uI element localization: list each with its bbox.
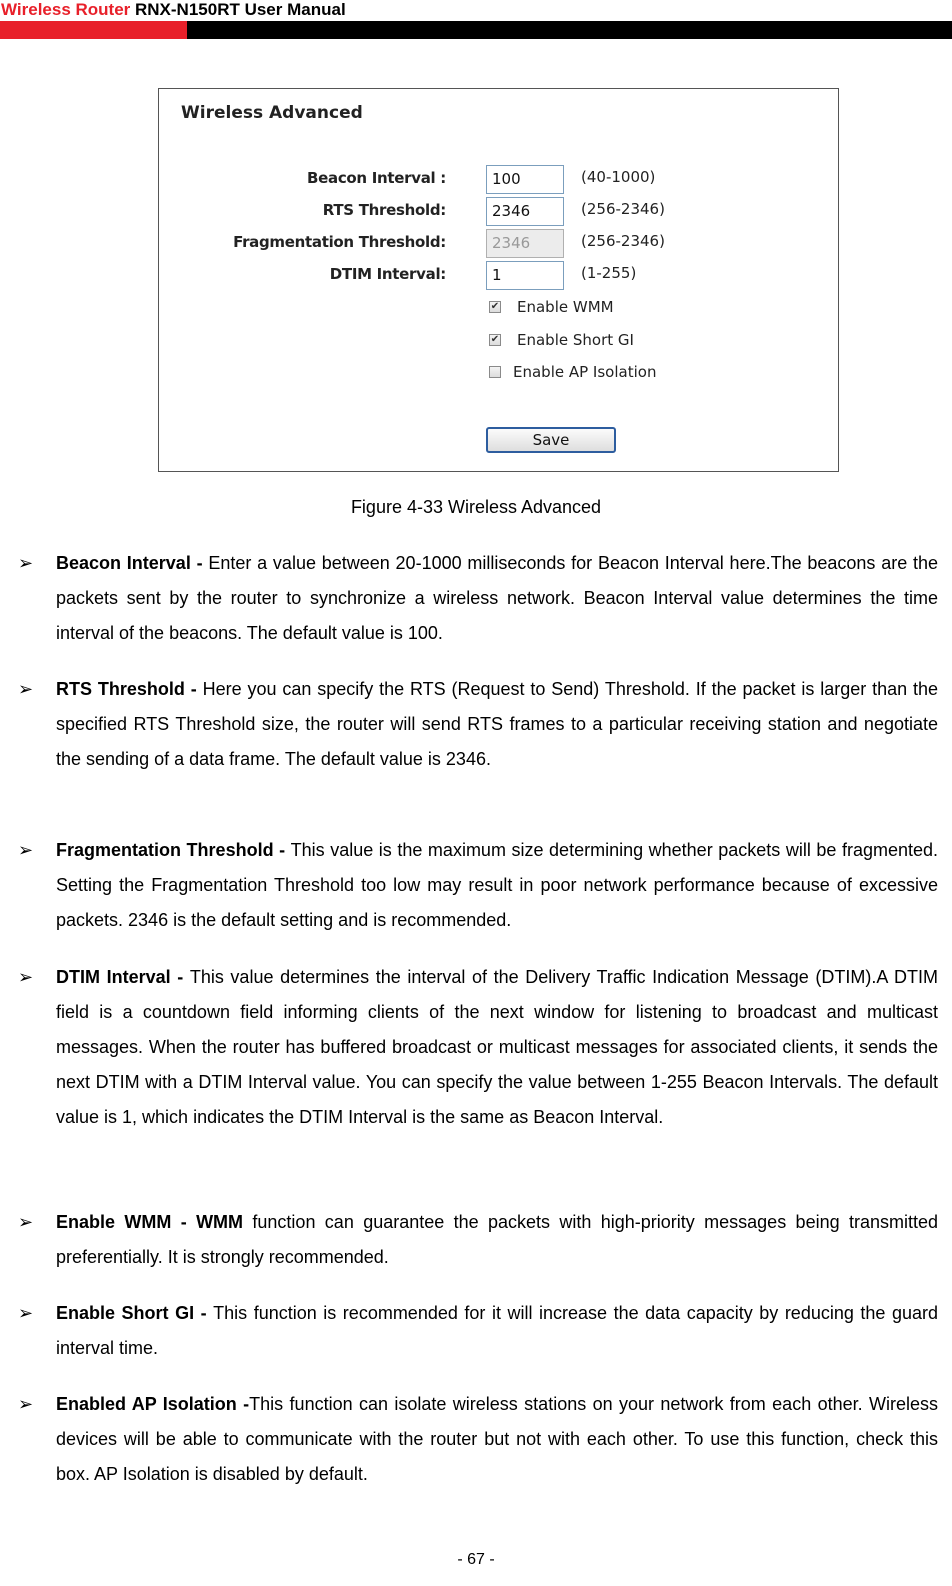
term: RTS Threshold - (56, 679, 203, 699)
panel-title: Wireless Advanced (181, 103, 363, 123)
rts-threshold-input[interactable]: 2346 (486, 197, 564, 226)
term: Enabled AP Isolation - (56, 1394, 250, 1414)
dtim-interval-input[interactable]: 1 (486, 261, 564, 290)
ap-isolation-description (56, 1387, 938, 1492)
page-number: - 67 - (457, 1551, 495, 1568)
rts-threshold-label: RTS Threshold: (322, 201, 446, 219)
enable-wmm-checkbox[interactable]: ✔ (490, 301, 500, 312)
header-bar-red (0, 21, 187, 39)
enable-short-gi-label: Enable Short GI (517, 331, 634, 349)
page-header (0, 0, 952, 40)
description-text: Enter a value between 20-1000 milliseconds for Beacon Interval here.The beacons are the packets sent by the router to synchronize a wireless network. Beacon Interval value determines the time interval of the beacons. The default value is 100. (56, 553, 938, 643)
term: Beacon Interval - (56, 553, 209, 573)
fragmentation-threshold-input: 2346 (486, 229, 564, 258)
enable-wmm-description (56, 1205, 938, 1275)
enable-ap-isolation-checkbox[interactable] (489, 366, 501, 378)
rts-threshold-description (56, 672, 938, 777)
enable-wmm-label: Enable WMM (517, 298, 614, 316)
description-text: This function can isolate wireless stations on your network from each other. Wireless devices will be able to communicate with the router but not with each other. To use this function, check this box. AP Isolation is disabled by default. (56, 1394, 939, 1484)
beacon-interval-label: Beacon Interval : (307, 169, 446, 187)
header-bar-black (187, 21, 952, 39)
beacon-interval-input[interactable]: 100 (486, 165, 564, 194)
figure-caption: Figure 4-33 Wireless Advanced (350, 497, 602, 517)
fragmentation-threshold-label: Fragmentation Threshold: (233, 233, 446, 251)
bullet-icon: ➢ (18, 840, 34, 860)
beacon-interval-description (56, 546, 938, 651)
header-model: RNX-N150RT User Manual (135, 0, 346, 19)
header-title (1, 0, 346, 20)
description-text: function can guarantee the packets with high-priority messages being transmitted preferentially. It is strongly recommended. (56, 1212, 938, 1267)
description-text: This value is the maximum size determining whether packets will be fragmented. Setting the Fragmentation Threshold too low may result in poor network performance because of excessive packets. 2346 is the default setting and is recommended. (56, 840, 939, 930)
term: Fragmentation Threshold - (56, 840, 291, 860)
rts-threshold-range: (256-2346) (581, 200, 665, 218)
bullet-icon: ➢ (18, 1212, 34, 1232)
term: DTIM Interval - (56, 967, 190, 987)
bullet-icon: ➢ (18, 967, 34, 987)
enable-short-gi-checkbox[interactable]: ✔ (490, 334, 500, 345)
save-button[interactable]: Save (486, 427, 616, 453)
beacon-interval-range: (40-1000) (581, 168, 656, 186)
dtim-interval-description (56, 960, 938, 1135)
term: Enable Short GI - (56, 1303, 214, 1323)
description-text: This function is recommended for it will increase the data capacity by reducing the guard interval time. (56, 1303, 938, 1358)
wireless-advanced-panel (158, 88, 839, 472)
dtim-interval-range: (1-255) (581, 264, 637, 282)
bullet-icon: ➢ (18, 553, 34, 573)
bullet-icon: ➢ (18, 1394, 34, 1414)
description-text: Here you can specify the RTS (Request to Send) Threshold. If the packet is larger than the specified RTS Threshold size, the router will send RTS frames to a particular receiving station and negotiate the sending of a data frame. The default value is 2346. (56, 679, 938, 769)
description-text: This value determines the interval of the Delivery Traffic Indication Message (DTIM).A DTIM field is a countdown field informing clients of the next window for listening to broadcast and multicast messages. When the router has buffered broadcast or multicast messages for associated clients, it sends the next DTIM with a DTIM Interval value. You can specify the value between 1-255 Beacon Intervals. The default value is 1, which indicates the DTIM Interval is the same as Beacon Interval. (56, 967, 938, 1127)
enable-ap-isolation-label: Enable AP Isolation (513, 363, 657, 381)
bullet-icon: ➢ (18, 1303, 34, 1323)
dtim-interval-label: DTIM Interval: (329, 265, 446, 283)
fragmentation-threshold-description (56, 833, 938, 938)
enable-short-gi-description (56, 1296, 938, 1366)
fragmentation-threshold-range: (256-2346) (581, 232, 665, 250)
bullet-icon: ➢ (18, 679, 34, 699)
term: Enable WMM - WMM (56, 1212, 253, 1232)
header-brand: Wireless Router (1, 0, 135, 19)
